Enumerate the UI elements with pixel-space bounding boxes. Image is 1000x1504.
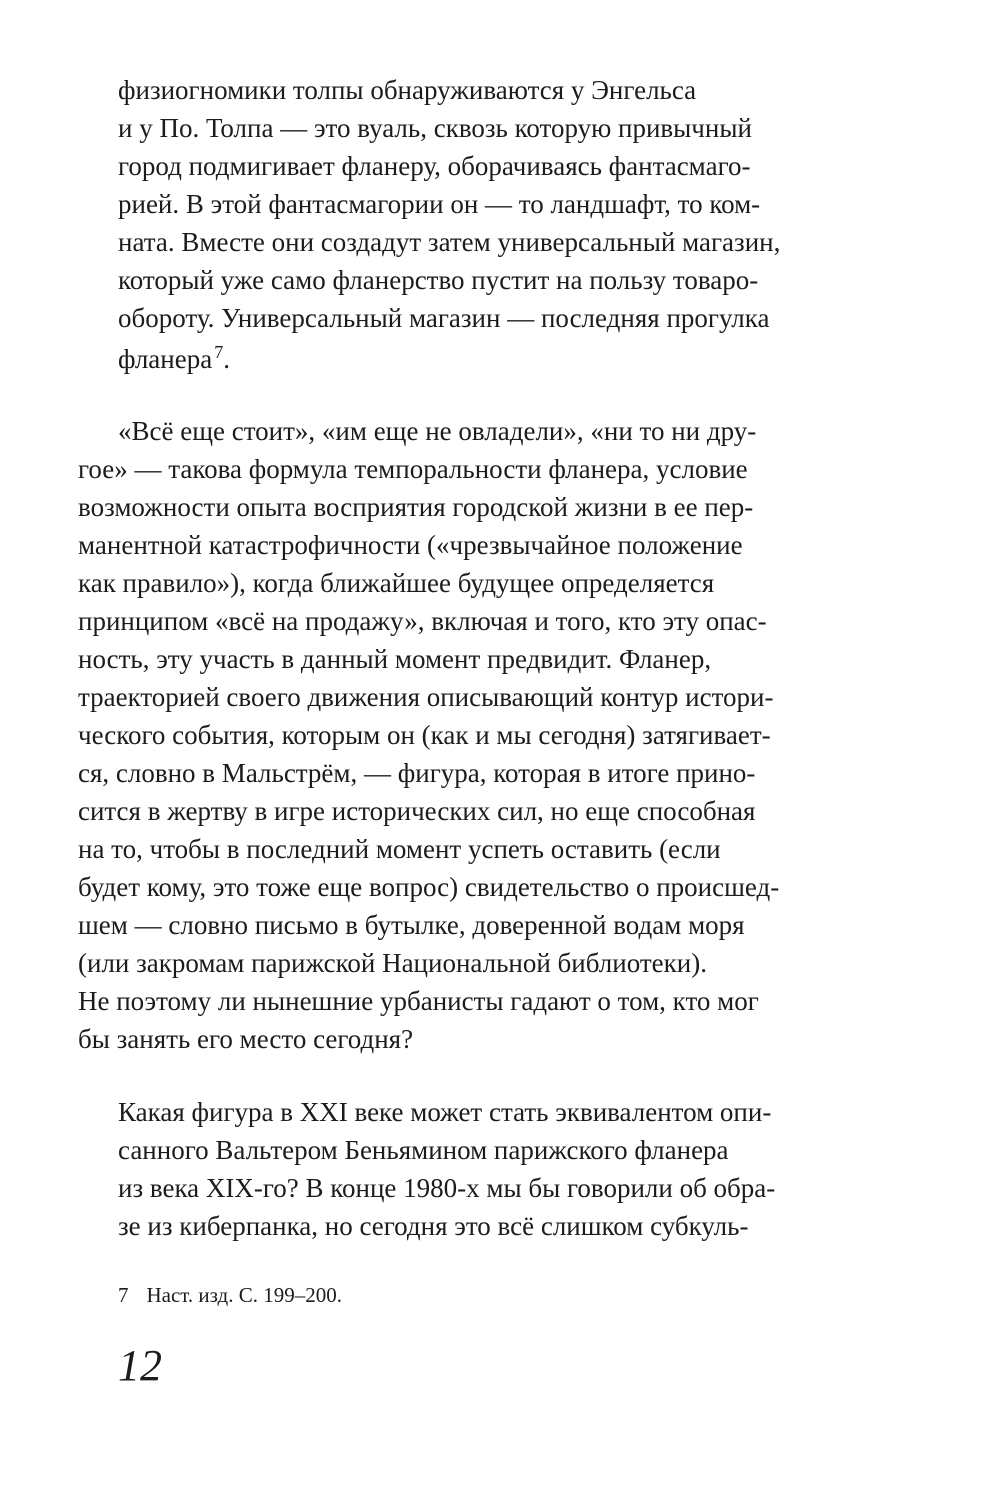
text-line: ната. Вместе они создадут затем универсальный магазин, (118, 227, 781, 257)
text-line: санного Вальтером Беньямином парижского фланера (118, 1135, 729, 1165)
text-line: ся, словно в Мальстрём, — фигура, которая в итоге прино- (78, 758, 756, 788)
text-line: сится в жертву в игре исторических сил, но еще способная (78, 796, 756, 826)
text-line: из века XIX-го? В конце 1980-х мы бы говорили об обра- (118, 1173, 776, 1203)
text-line: рией. В этой фантасмагории он — то ландшафт, то ком- (118, 189, 761, 219)
text-line: физиогномики толпы обнаруживаются у Энгельса (118, 75, 697, 105)
footnote-number: 7 (118, 1283, 129, 1307)
text-line: бы занять его место сегодня? (78, 1024, 414, 1054)
page-number: 12 (118, 1341, 162, 1390)
text-line: и у По. Толпа — это вуаль, сквозь которую привычный (118, 113, 752, 143)
text-line: манентной катастрофичности («чрезвычайное положение (78, 530, 743, 560)
text-line: принципом «всё на продажу», включая и того, кто эту опас- (78, 606, 767, 636)
text-line: город подмигивает фланеру, оборачиваясь фантасмаго- (118, 151, 751, 181)
text-line: зе из киберпанка, но сегодня это всё слишком субкуль- (118, 1211, 749, 1241)
footnote-reference[interactable]: 7 (214, 342, 224, 362)
text-line: обороту. Универсальный магазин — последняя прогулка (118, 303, 770, 333)
text-line: гое» — такова формула темпоральности фланера, условие (78, 454, 748, 484)
text-line: как правило»), когда ближайшее будущее определяется (78, 568, 715, 598)
text-line: который уже само фланерство пустит на пользу товаро- (118, 265, 759, 295)
sentence-end: . (223, 344, 230, 374)
text-line: на то, чтобы в последний момент успеть оставить (если (78, 834, 721, 864)
footnote-text: Наст. изд. С. 199–200. (146, 1283, 343, 1307)
text-line-with-footnote (118, 343, 230, 373)
text-line: фланера (118, 344, 213, 374)
text-line: возможности опыта восприятия городской жизни в ее пер- (78, 492, 754, 522)
text-line: шем — словно письмо в бутылке, доверенной водам моря (78, 910, 745, 940)
text-line: Какая фигура в XXI веке может стать эквивалентом опи- (118, 1097, 772, 1127)
text-line: Не поэтому ли нынешние урбанисты гадают о том, кто мог (78, 986, 759, 1016)
text-line: «Всё еще стоит», «им еще не овладели», «ни то ни дру- (118, 416, 757, 446)
text-line: будет кому, это тоже еще вопрос) свидетельство о происшед- (78, 872, 780, 902)
text-line: ческого события, которым он (как и мы сегодня) затягивает- (78, 720, 771, 750)
text-line: (или закромам парижской Национальной библиотеки). (78, 948, 707, 978)
text-line: ность, эту участь в данный момент предвидит. Фланер, (78, 644, 712, 674)
footnote (118, 1283, 342, 1308)
text-line: траекторией своего движения описывающий контур истори- (78, 682, 774, 712)
